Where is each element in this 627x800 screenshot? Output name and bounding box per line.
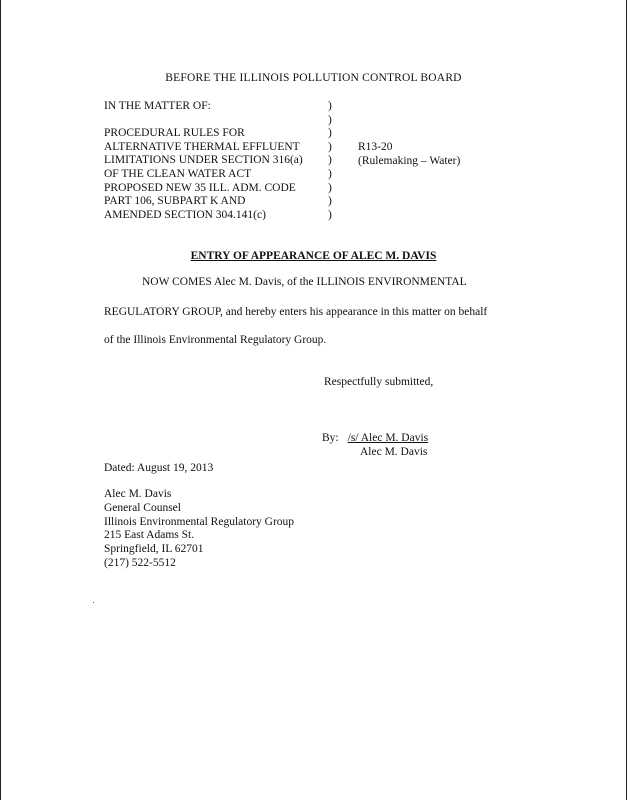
matter-line: PROCEDURAL RULES FOR — [104, 127, 245, 140]
body-line: REGULATORY GROUP, and hereby enters his appearance in this matter on behalf — [104, 306, 488, 318]
body-line: of the Illinois Environmental Regulatory Group. — [104, 334, 327, 346]
signature-block — [322, 432, 428, 459]
contact-line: Alec M. Davis — [104, 488, 172, 500]
matter-line: ALTERNATIVE THERMAL EFFLUENT — [104, 140, 300, 153]
matter-line: PROPOSED NEW 35 ILL. ADM. CODE — [104, 181, 296, 194]
matter-line: LIMITATIONS UNDER SECTION 316(a) — [104, 154, 303, 167]
docket-type: (Rulemaking – Water) — [358, 154, 461, 167]
caption-paren: ) — [328, 113, 332, 126]
caption-paren: ) — [328, 100, 332, 112]
docket-number: R13-20 — [358, 141, 393, 153]
caption-paren: ) — [328, 167, 332, 180]
contact-line: 215 East Adams St. — [104, 529, 195, 542]
caption-paren: ) — [328, 154, 332, 167]
board-heading: BEFORE THE ILLINOIS POLLUTION CONTROL BOARD — [165, 72, 462, 84]
caption-paren: ) — [328, 127, 332, 140]
matter-title-column — [104, 100, 329, 222]
contact-line: Illinois Environmental Regulatory Group — [104, 515, 295, 528]
contact-line: General Counsel — [104, 501, 181, 514]
contact-line: Springfield, IL 62701 — [104, 543, 204, 556]
scan-speck — [93, 602, 94, 603]
matter-line — [104, 114, 329, 128]
electronic-signature: /s/ Alec M. Davis — [347, 432, 429, 444]
caption-paren-column — [328, 100, 340, 222]
matter-line: AMENDED SECTION 304.141(c) — [104, 208, 266, 221]
matter-line: PART 106, SUBPART K AND — [104, 195, 246, 208]
signature-by-label: By: — [322, 432, 339, 444]
entry-title: ENTRY OF APPEARANCE OF ALEC M. DAVIS — [190, 250, 437, 262]
caption-paren: ) — [328, 195, 332, 208]
body-line: NOW COMES Alec M. Davis, of the ILLINOIS ENVIRONMENTAL — [142, 276, 467, 288]
matter-line: OF THE CLEAN WATER ACT — [104, 167, 252, 180]
signer-printed-name: Alec M. Davis — [360, 445, 428, 458]
dated-line: Dated: August 19, 2013 — [104, 462, 214, 474]
contact-block — [104, 488, 294, 571]
caption-paren: ) — [328, 208, 332, 221]
contact-line: (217) 522-5512 — [104, 556, 176, 569]
docket-info — [358, 141, 528, 168]
closing-text: Respectfully submitted, — [324, 376, 434, 388]
caption-paren: ) — [328, 181, 332, 194]
matter-line: IN THE MATTER OF: — [104, 100, 211, 112]
caption-paren: ) — [328, 140, 332, 153]
signature-line — [322, 432, 428, 446]
page-left-border — [0, 0, 1, 800]
